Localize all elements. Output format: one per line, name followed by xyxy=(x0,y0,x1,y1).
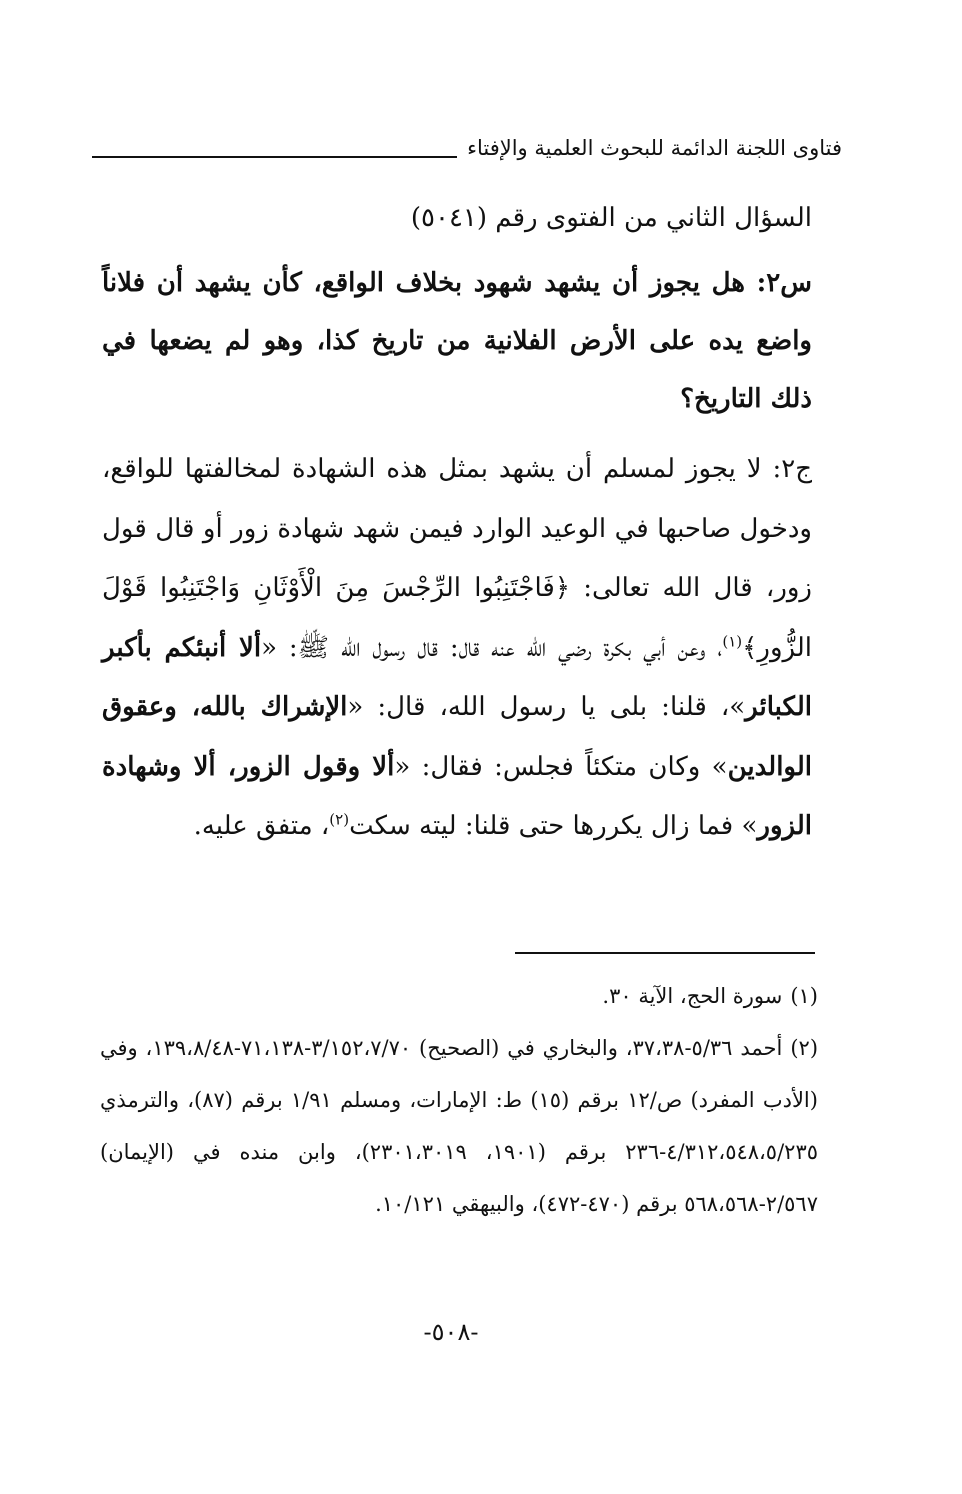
question-label: س٢: xyxy=(756,268,812,298)
footnote-text: أحمد ٥/٣٦-٣٧،٣٨، والبخاري في (الصحيح) ٣/١٥٢،٧/٧٠-٧١،١٣٨-١٣٩،٨/٤٨، وفي (الأدب المفرد) ص/١٢ برقم (١٥) ط: الإمارات، ومسلم ١/٩١ برقم (٨٧)، والترمذي ٤/٣١٢،٥٤٨،٥/٢٣٥-٢٣٦ برقم (١٩٠١، ٢٣٠١،٣٠١٩)، وابن منده في (الإيمان) ٢/٥٦٧-٥٦٨،٥٦٨ برقم (٤٧٠-٤٧٢)، والبيهقي ١٠/١٢١. xyxy=(100,1036,818,1216)
footnote-separator xyxy=(515,952,815,954)
answer-paragraph xyxy=(102,440,812,857)
page-number: -٥٠٨- xyxy=(423,1318,479,1346)
footnotes xyxy=(100,970,818,1230)
answer-text-1: لا يجوز لمسلم أن يشهد بمثل هذه الشهادة لمخالفتها للواقع، ودخول صاحبها في الوعيد الوارد فيمن شهد شهادة زور أو قال قول زور، قال الله تعالى: ﴿فَاجْتَنِبُوا الرِّجْسَ مِنَ الْأَوْثَانِ وَاجْتَنِبُوا قَوْلَ الزُّورِ﴾ xyxy=(102,454,812,663)
fatwa-heading: السؤال الثاني من الفتوى رقم (٥٠٤١) xyxy=(410,203,812,233)
answer-text-2: ، وعن أبي بكرة رضي الله عنه قال: قال رسول الله ﷺ: « xyxy=(261,632,723,663)
answer-text-5: » فما زال يكررها حتى قلنا: ليته سكت xyxy=(349,811,758,841)
book-title: فتاوى اللجنة الدائمة للبحوث العلمية والإفتاء xyxy=(467,136,842,160)
answer-text-4: » وكان متكئاً فجلس: فقال: « xyxy=(394,751,728,782)
header-rule xyxy=(92,156,457,158)
footnote-label: (١) xyxy=(790,984,818,1008)
footnote-2 xyxy=(100,1022,818,1230)
footnote-text: سورة الحج، الآية ٣٠. xyxy=(602,984,783,1008)
answer-label: ج٢: xyxy=(772,454,813,484)
question-text: هل يجوز أن يشهد شهود بخلاف الواقع، كأن يشهد أن فلاناً واضع يده على الأرض الفلانية من تاريخ كذا، وهو لم يضعها في ذلك التاريخ؟ xyxy=(102,268,812,414)
footnote-label: (٢) xyxy=(790,1036,819,1060)
question-paragraph xyxy=(102,254,812,428)
footnote-1 xyxy=(100,970,818,1022)
footnote-ref-2: (٢) xyxy=(329,810,350,829)
footnote-ref-1: (١) xyxy=(722,631,743,650)
hadith-phrase-3: ألا وقول الزور، ألا وشهادة الزور xyxy=(102,751,812,841)
hadith-phrase-1: ألا أنبئكم بأكبر الكبائر xyxy=(102,632,812,722)
running-header xyxy=(92,128,842,168)
answer-text-6: ، متفق عليه. xyxy=(193,811,330,841)
main-text xyxy=(102,188,812,857)
answer-text-3: »، قلنا: بلى يا رسول الله، قال: « xyxy=(347,692,746,722)
hadith-phrase-2: الإشراك بالله، وعقوق الوالدين xyxy=(102,692,812,782)
